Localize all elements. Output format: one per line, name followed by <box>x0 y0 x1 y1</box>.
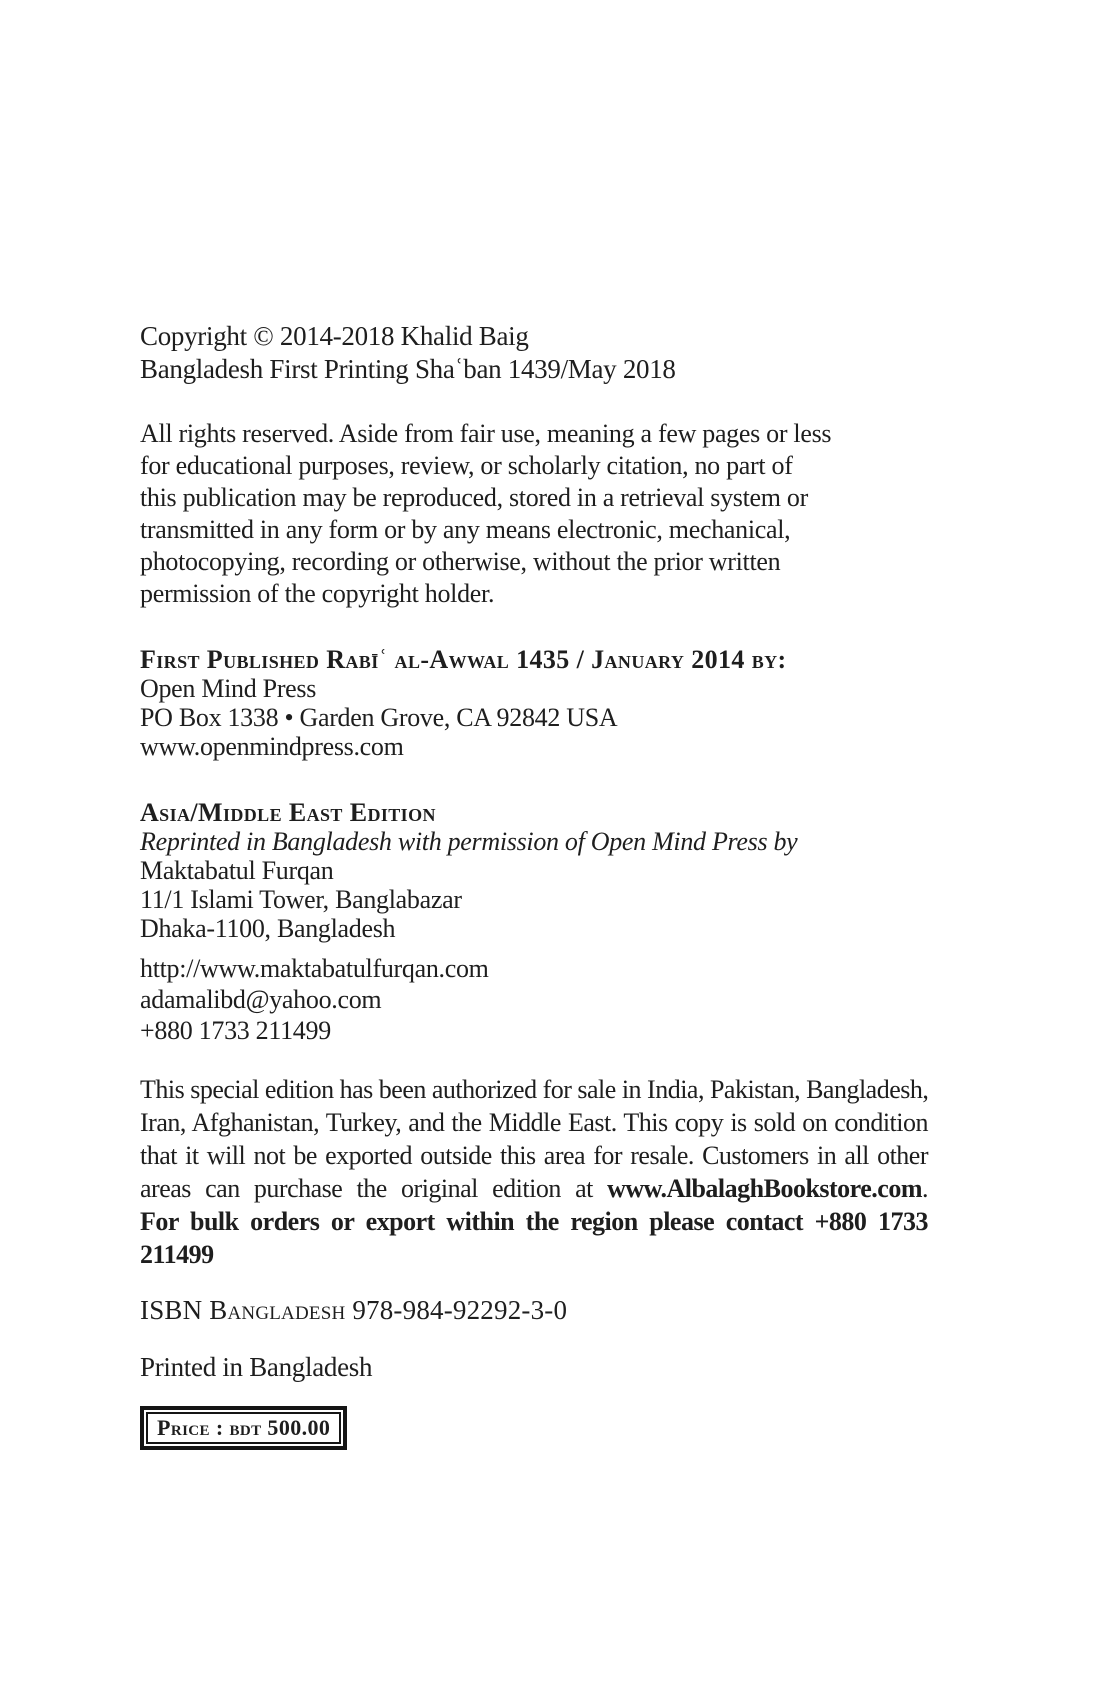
auth-row <box>140 1238 928 1271</box>
asia-edition-heading: Asia/Middle East Edition <box>140 798 436 827</box>
reprint-phone: +880 1733 211499 <box>140 1016 331 1045</box>
bookstore-url: www.AlbalaghBookstore.com <box>607 1174 922 1203</box>
contact-block <box>140 953 489 1046</box>
auth-row <box>140 1073 928 1106</box>
bulk-orders-phone: 211499 <box>140 1240 214 1269</box>
reprint-publisher-name: Maktabatul Furqan <box>140 856 334 885</box>
auth-line: This special edition has been authorized for sale in India, Pakistan, Bangladesh, <box>140 1075 929 1104</box>
publisher-name: Open Mind Press <box>140 674 317 703</box>
reprint-note: Reprinted in Bangladesh with permission of Open Mind Press by <box>140 827 798 856</box>
auth-line-text: areas can purchase the original edition at <box>140 1174 608 1203</box>
printed-in-line: Printed in Bangladesh <box>140 1352 373 1382</box>
copyright-line: Copyright © 2014-2018 Khalid Baig <box>140 321 529 351</box>
reprint-email: adamalibd@yahoo.com <box>140 985 382 1014</box>
copyright-block <box>140 320 676 386</box>
isbn-line: ISBN Bangladesh 978-984-92292-3-0 <box>140 1295 568 1325</box>
rights-line: photocopying, recording or otherwise, without the prior written <box>140 547 781 576</box>
price-box <box>140 1406 347 1450</box>
publisher-address: PO Box 1338 • Garden Grove, CA 92842 USA <box>140 703 618 732</box>
isbn-block <box>140 1295 567 1326</box>
auth-row <box>140 1139 928 1172</box>
rights-line: All rights reserved. Aside from fair use, meaning a few pages or less <box>140 419 832 448</box>
authorization-paragraph <box>140 1073 928 1271</box>
auth-row <box>140 1106 928 1139</box>
auth-line-with-url <box>140 1172 928 1205</box>
price-label: Price : bdt 500.00 <box>146 1412 341 1444</box>
auth-row <box>140 1205 928 1238</box>
rights-reserved-paragraph <box>140 418 831 610</box>
printed-in-block <box>140 1352 372 1383</box>
reprint-address-line2: Dhaka-1100, Bangladesh <box>140 914 396 943</box>
publisher-website: www.openmindpress.com <box>140 732 404 761</box>
auth-row <box>140 1172 928 1205</box>
auth-line-period: . <box>922 1174 928 1203</box>
rights-line: transmitted in any form or by any means electronic, mechanical, <box>140 515 791 544</box>
bulk-orders-line: For bulk orders or export within the region please contact +880 1733 <box>140 1207 928 1236</box>
auth-line: that it will not be exported outside this area for resale. Customers in all other <box>140 1141 928 1170</box>
first-published-heading: First Published Rabīʿ al-Awwal 1435 / January 2014 by: <box>140 645 787 674</box>
printing-line: Bangladesh First Printing Shaʿban 1439/May 2018 <box>140 354 676 384</box>
rights-line: for educational purposes, review, or scholarly citation, no part of <box>140 451 793 480</box>
asia-edition-block <box>140 798 797 943</box>
first-published-block <box>140 645 787 761</box>
rights-line: this publication may be reproduced, stored in a retrieval system or <box>140 483 808 512</box>
reprint-website: http://www.maktabatulfurqan.com <box>140 954 489 983</box>
auth-line: Iran, Afghanistan, Turkey, and the Middle East. This copy is sold on condition <box>140 1108 928 1137</box>
rights-line: permission of the copyright holder. <box>140 579 495 608</box>
reprint-address-line1: 11/1 Islami Tower, Banglabazar <box>140 885 462 914</box>
